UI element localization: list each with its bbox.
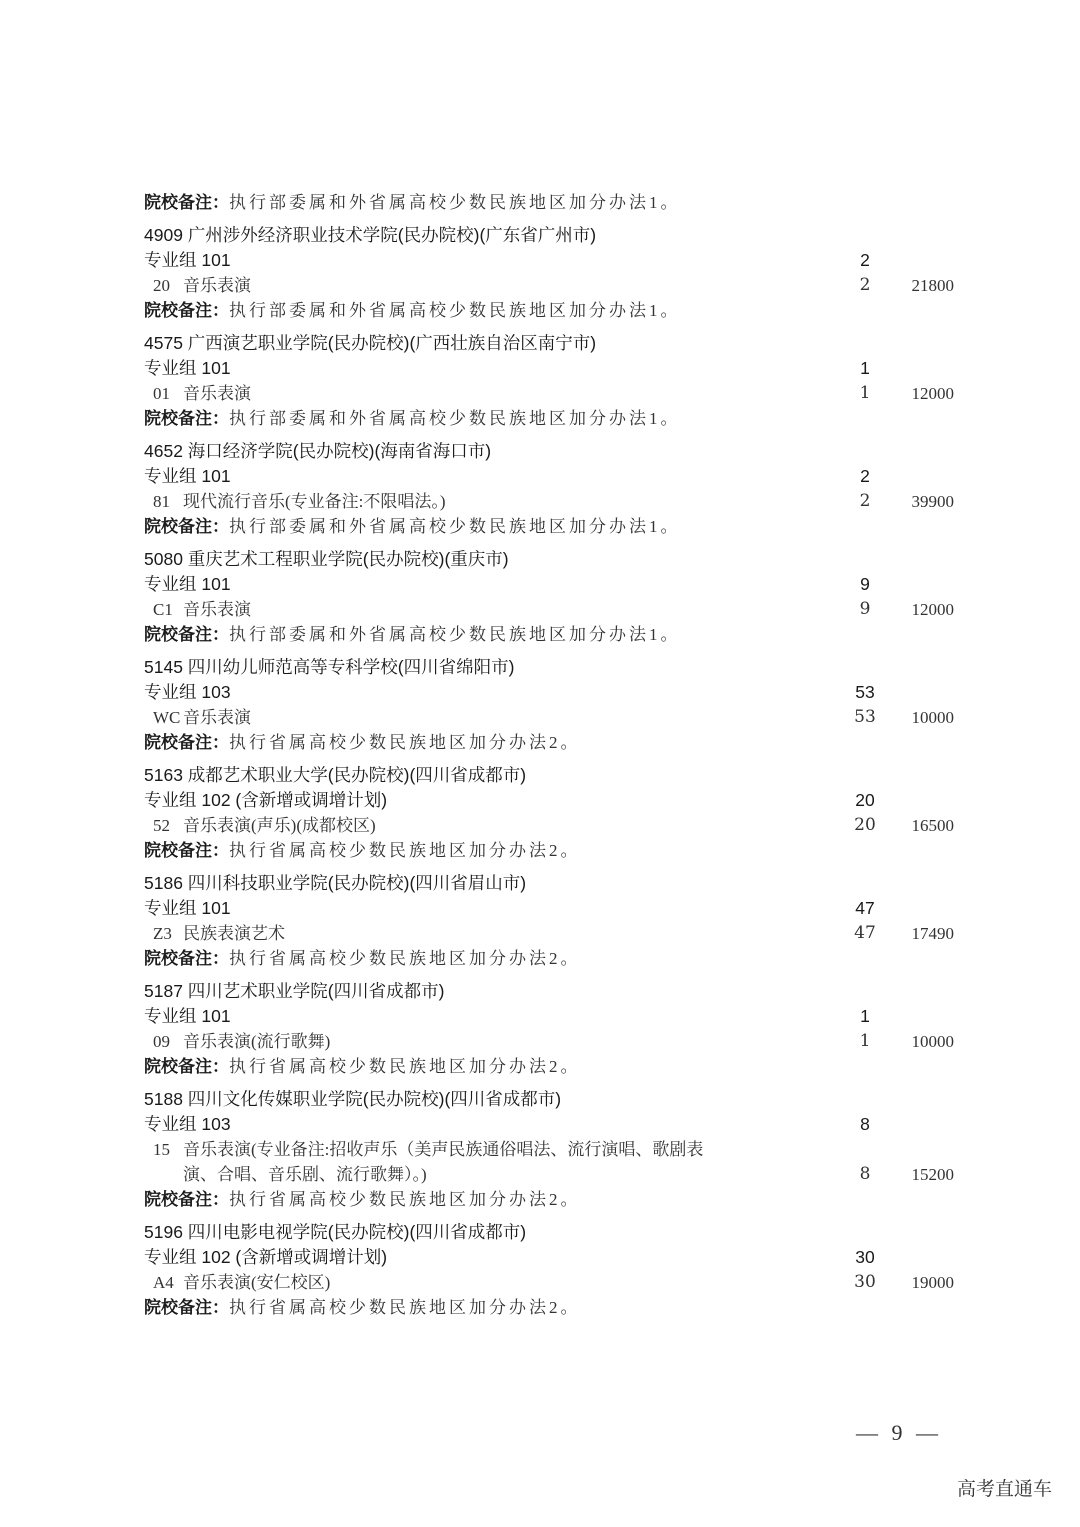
remark-text: 执行省属高校少数民族地区加分办法2。 [229,1190,581,1209]
watermark: 高考直通车 [956,1478,1052,1500]
group-count: 30 [855,1247,875,1267]
school-remark [144,730,964,755]
school-entry [144,547,964,647]
major-count: 2 [859,275,871,295]
major-code: C1 [153,600,173,619]
major-group [144,896,964,921]
remark-text: 执行省属高校少数民族地区加分办法2。 [229,1057,581,1076]
school-remark [144,406,964,431]
school-entry [144,763,964,863]
major-code: 81 [153,492,170,511]
major-count: 1 [859,383,871,403]
major-row [144,1029,964,1054]
school-entry [144,331,964,431]
tuition-fee: 21800 [911,276,954,295]
major-name: 音乐表演 [183,600,251,619]
school-title: 4652 海口经济学院(民办院校)(海南省海口市) [144,441,492,461]
remark-label: 院校备注： [144,1298,229,1317]
remark-label: 院校备注： [144,841,229,860]
major-code: Z3 [153,924,172,943]
school-title: 5188 四川文化传媒职业学院(民办院校)(四川省成都市) [144,1089,562,1109]
major-row [144,705,964,730]
group-count: 2 [860,466,870,486]
school-title: 5080 重庆艺术工程职业学院(民办院校)(重庆市) [144,549,509,569]
remark-text: 执行省属高校少数民族地区加分办法2。 [229,949,581,968]
major-group [144,1112,964,1137]
group-name: 专业组 102 (含新增或调增计划) [144,790,388,810]
school-remark [144,838,964,863]
group-name: 专业组 101 [144,574,231,594]
major-code: 01 [153,384,170,403]
group-name: 专业组 101 [144,358,231,378]
school-title: 4575 广西演艺职业学院(民办院校)(广西壮族自治区南宁市) [144,333,597,353]
group-count: 20 [855,790,875,810]
major-group [144,788,964,813]
group-name: 专业组 101 [144,898,231,918]
group-count: 2 [860,250,870,270]
major-name: 音乐表演(安仁校区) [183,1273,331,1292]
major-row [144,1270,964,1295]
major-code: WC [153,708,181,727]
remark-text: 执行部委属和外省属高校少数民族地区加分办法1。 [229,193,681,212]
remark-text: 执行部委属和外省属高校少数民族地区加分办法1。 [229,409,681,428]
major-row [144,921,964,946]
major-row-continued [144,1162,964,1187]
remark-text: 执行部委属和外省属高校少数民族地区加分办法1。 [229,301,681,320]
document-body [144,190,964,1320]
major-code: 20 [153,276,170,295]
tuition-fee: 39900 [911,492,954,511]
major-count: 53 [854,707,876,727]
remark-text: 执行省属高校少数民族地区加分办法2。 [229,733,581,752]
group-name: 专业组 103 [144,1114,231,1134]
remark-label: 院校备注： [144,1190,229,1209]
major-name: 音乐表演(专业备注:招收声乐（美声民族通俗唱法、流行演唱、歌剧表 [183,1140,704,1159]
major-name: 音乐表演 [183,276,251,295]
group-count: 8 [860,1114,870,1134]
school-entry [144,439,964,539]
major-count: 9 [859,599,871,619]
group-name: 专业组 101 [144,1006,231,1026]
remark-text: 执行部委属和外省属高校少数民族地区加分办法1。 [229,625,681,644]
major-group [144,248,964,273]
school-remark [144,1295,964,1320]
school-title: 5145 四川幼儿师范高等专科学校(四川省绵阳市) [144,657,515,677]
school-entry [144,979,964,1079]
major-group [144,680,964,705]
remark-label: 院校备注： [144,733,229,752]
school-entry [144,1087,964,1212]
tuition-fee: 10000 [911,1032,954,1051]
group-name: 专业组 102 (含新增或调增计划) [144,1247,388,1267]
remark-text: 执行省属高校少数民族地区加分办法2。 [229,841,581,860]
major-code: A4 [153,1273,174,1292]
major-group [144,1004,964,1029]
major-group [144,572,964,597]
school-remark [144,190,964,215]
school-title: 4909 广州涉外经济职业技术学院(民办院校)(广东省广州市) [144,225,597,245]
group-name: 专业组 103 [144,682,231,702]
school-entry [144,223,964,323]
major-code: 52 [153,816,170,835]
major-name: 音乐表演 [183,708,251,727]
school-remark [144,1187,964,1212]
school-entry [144,655,964,755]
group-count: 53 [855,682,875,702]
school-title: 5186 四川科技职业学院(民办院校)(四川省眉山市) [144,873,527,893]
major-name: 现代流行音乐(专业备注:不限唱法。) [183,492,446,511]
major-group [144,356,964,381]
group-name: 专业组 101 [144,250,231,270]
tuition-fee: 10000 [911,708,954,727]
major-name-continued: 演、合唱、音乐剧、流行歌舞）。) [183,1165,427,1184]
school-remark [144,298,964,323]
major-row [144,813,964,838]
school-title: 5163 成都艺术职业大学(民办院校)(四川省成都市) [144,765,527,785]
major-row [144,489,964,514]
school-title: 5187 四川艺术职业学院(四川省成都市) [144,981,445,1001]
school-remark [144,1054,964,1079]
major-count: 1 [859,1031,871,1051]
major-group [144,464,964,489]
tuition-fee: 19000 [911,1273,954,1292]
remark-text: 执行部委属和外省属高校少数民族地区加分办法1。 [229,517,681,536]
school-entry [144,871,964,971]
major-code: 09 [153,1032,170,1051]
remark-label: 院校备注： [144,301,229,320]
tuition-fee: 12000 [911,600,954,619]
major-name: 民族表演艺术 [183,924,285,943]
major-row [144,273,964,298]
remark-label: 院校备注： [144,409,229,428]
remark-text: 执行省属高校少数民族地区加分办法2。 [229,1298,581,1317]
tuition-fee: 16500 [911,816,954,835]
group-count: 9 [860,574,870,594]
major-row [144,1137,964,1162]
remark-label: 院校备注： [144,625,229,644]
major-name: 音乐表演(声乐)(成都校区) [183,816,376,835]
tuition-fee: 17490 [911,924,954,943]
major-group [144,1245,964,1270]
major-row [144,381,964,406]
school-remark [144,946,964,971]
major-count: 47 [854,923,876,943]
school-list [144,223,964,1320]
major-name: 音乐表演(流行歌舞) [183,1032,331,1051]
school-entry [144,1220,964,1320]
school-title: 5196 四川电影电视学院(民办院校)(四川省成都市) [144,1222,527,1242]
major-count: 20 [854,815,876,835]
remark-label: 院校备注： [144,193,229,212]
group-name: 专业组 101 [144,466,231,486]
tuition-fee: 15200 [911,1165,954,1184]
major-name: 音乐表演 [183,384,251,403]
group-count: 1 [860,358,870,378]
school-remark [144,622,964,647]
remark-label: 院校备注： [144,517,229,536]
major-count: 8 [859,1164,871,1184]
remark-label: 院校备注： [144,1057,229,1076]
school-remark [144,514,964,539]
major-count: 2 [859,491,871,511]
page-number: — 9 — [856,1420,942,1445]
group-count: 47 [855,898,875,918]
major-code: 15 [153,1140,170,1159]
remark-label: 院校备注： [144,949,229,968]
major-count: 30 [854,1272,876,1292]
group-count: 1 [860,1006,870,1026]
tuition-fee: 12000 [911,384,954,403]
major-row [144,597,964,622]
